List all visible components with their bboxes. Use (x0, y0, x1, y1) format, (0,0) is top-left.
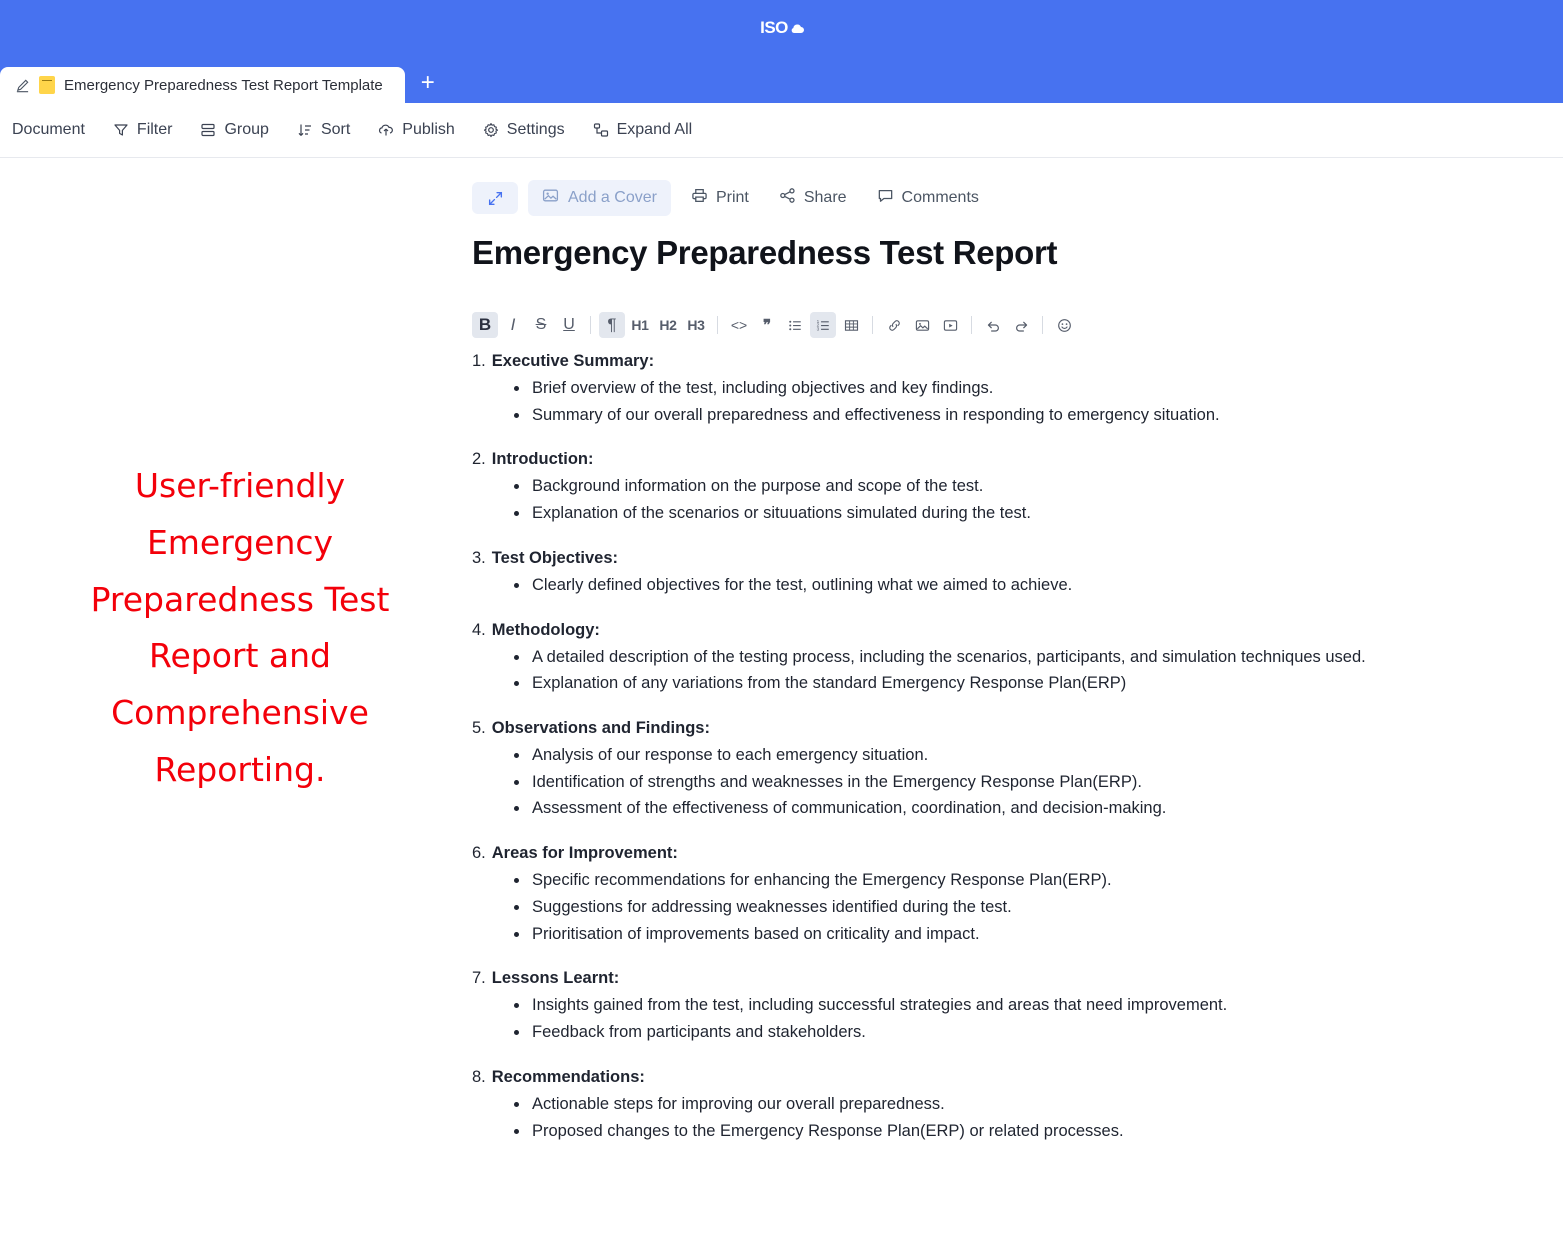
publish-icon (378, 122, 394, 138)
link-icon[interactable] (881, 312, 907, 338)
table-button[interactable] (838, 312, 864, 338)
document-canvas (472, 180, 1472, 1166)
section-title: Areas for Improvement: (491, 844, 678, 863)
document-icon (39, 76, 55, 94)
list-item: Assessment of the effectiveness of communication, coordination, and decision-making. (514, 795, 1472, 822)
section-bullets (472, 867, 1472, 947)
toolbar-label-sort: Sort (320, 121, 351, 138)
section-title: Methodology: (491, 620, 600, 639)
section-title: Lessons Learnt: (491, 969, 620, 988)
divider (1042, 316, 1043, 334)
main-toolbar (0, 103, 1563, 158)
list-item: Proposed changes to the Emergency Response Plan(ERP) or related processes. (514, 1118, 1472, 1145)
section-bullets (472, 644, 1472, 697)
brand-bar (0, 0, 1563, 55)
emoji-icon[interactable] (1051, 312, 1077, 338)
list-item: Explanation of the scenarios or situuations simulated during the test. (514, 500, 1472, 527)
share-button[interactable] (769, 180, 857, 216)
bold-button[interactable]: B (472, 312, 498, 338)
paragraph-button[interactable]: ¶ (599, 312, 625, 338)
section-number: 5. (472, 719, 486, 738)
section-bullets (472, 992, 1472, 1045)
doc-section (472, 969, 1472, 1045)
section-title: Test Objectives: (491, 548, 619, 567)
share-icon (779, 187, 796, 209)
section-heading (472, 450, 1472, 469)
svg-text:1: 1 (816, 318, 819, 324)
toolbar-label-settings: Settings (506, 121, 565, 138)
section-number: 1. (472, 352, 486, 370)
list-item: Explanation of any variations from the standard Emergency Response Plan(ERP) (514, 670, 1472, 697)
section-heading (472, 352, 1472, 371)
page-title: Emergency Preparedness Test Report (472, 234, 1058, 271)
section-number: 7. (472, 969, 486, 988)
tab-emergency-preparedness-test-report-template[interactable] (0, 67, 405, 103)
list-item: Suggestions for addressing weaknesses identified during the test. (514, 894, 1472, 921)
svg-text:3: 3 (816, 325, 819, 331)
strikethrough-button[interactable]: S (535, 316, 547, 333)
list-item: Identification of strengths and weaknesses in the Emergency Response Plan(ERP). (514, 769, 1472, 796)
sort-icon (297, 122, 313, 138)
doc-section (472, 1068, 1472, 1144)
numbered-list-button[interactable] (810, 312, 836, 338)
doc-section (472, 719, 1472, 822)
section-number: 4. (472, 620, 486, 639)
list-item: Clearly defined objectives for the test, outlining what we aimed to achieve. (514, 572, 1472, 599)
section-heading (472, 1068, 1472, 1087)
toolbar-item-filter[interactable] (101, 114, 185, 146)
section-heading (472, 621, 1472, 640)
heading-2-button[interactable]: H2 (659, 317, 677, 333)
doc-section (472, 549, 1472, 599)
filter-icon (113, 122, 129, 138)
printer-icon (691, 187, 708, 209)
list-item: Analysis of our response to each emergency situation. (514, 742, 1472, 769)
doc-section (472, 352, 1472, 428)
section-number: 6. (472, 844, 486, 863)
section-heading (472, 549, 1472, 568)
italic-button[interactable]: I (510, 315, 516, 334)
toolbar-item-publish[interactable] (366, 114, 466, 146)
section-heading (472, 719, 1472, 738)
document-area (0, 158, 1563, 1250)
toolbar-item-document[interactable] (0, 114, 97, 146)
print-button[interactable] (681, 180, 759, 216)
section-heading (472, 969, 1472, 988)
list-item: Insights gained from the test, including successful strategies and areas that need improvement. (514, 992, 1472, 1019)
add-tab-button[interactable]: + (420, 69, 435, 96)
expand-all-icon (593, 122, 609, 138)
doc-section (472, 844, 1472, 947)
tab-strip (0, 55, 1563, 103)
doc-section (472, 450, 1472, 526)
toolbar-item-expand-all[interactable] (581, 114, 705, 146)
add-cover-label: Add a Cover (568, 189, 657, 206)
group-icon (200, 122, 216, 138)
list-item: Background information on the purpose and scope of the test. (514, 473, 1472, 500)
quote-button[interactable]: ❞ (762, 317, 772, 334)
expand-arrows-icon[interactable] (472, 182, 518, 214)
video-icon[interactable] (937, 312, 963, 338)
redo-icon[interactable] (1008, 312, 1034, 338)
section-bullets (472, 742, 1472, 822)
share-label: Share (803, 189, 847, 206)
toolbar-label-group: Group (224, 121, 269, 138)
list-item: Prioritisation of improvements based on criticality and impact. (514, 921, 1472, 948)
heading-1-button[interactable]: H1 (631, 317, 649, 333)
tab-label: Emergency Preparedness Test Report Template (64, 76, 383, 94)
cloud-icon (790, 21, 803, 34)
divider (717, 316, 718, 334)
toolbar-item-sort[interactable] (285, 114, 362, 146)
divider (590, 316, 591, 334)
list-item: Brief overview of the test, including objectives and key findings. (514, 375, 1472, 402)
section-bullets (472, 473, 1472, 526)
underline-button[interactable]: U (563, 316, 575, 333)
toolbar-item-group[interactable] (188, 114, 280, 146)
section-number: 8. (472, 1067, 486, 1086)
section-number: 3. (472, 548, 486, 567)
gear-icon (483, 122, 499, 138)
undo-icon[interactable] (980, 312, 1006, 338)
svg-text:2: 2 (816, 322, 819, 328)
rich-text-toolbar (472, 312, 1472, 338)
bulleted-list-button[interactable] (782, 312, 808, 338)
list-item: Specific recommendations for enhancing the Emergency Response Plan(ERP). (514, 867, 1472, 894)
toolbar-label-document: Document (12, 121, 85, 138)
list-item: Feedback from participants and stakeholders. (514, 1019, 1472, 1046)
section-title: Recommendations: (491, 1067, 645, 1086)
document-action-bar (472, 180, 1472, 216)
list-item: A detailed description of the testing process, including the scenarios, participants, and simulation techniques used. (514, 644, 1472, 671)
logo-text: ISO (760, 17, 788, 37)
section-title: Introduction: (491, 450, 594, 469)
annotation-text: User-friendly Emergency Preparedness Test Report and Comprehensive Reporting. (90, 466, 390, 789)
section-bullets (472, 572, 1472, 599)
image-icon[interactable] (909, 312, 935, 338)
image-icon (542, 187, 559, 209)
toolbar-item-settings[interactable] (471, 114, 577, 146)
section-title: Executive Summary: (491, 352, 655, 370)
comment-icon (877, 187, 894, 209)
divider (872, 316, 873, 334)
section-heading (472, 844, 1472, 863)
print-label: Print (715, 189, 749, 206)
list-item: Actionable steps for improving our overall preparedness. (514, 1091, 1472, 1118)
comments-label: Comments (901, 189, 979, 206)
toolbar-label-expand-all: Expand All (616, 121, 693, 138)
app-logo[interactable] (760, 18, 803, 38)
comments-button[interactable] (867, 180, 989, 216)
divider (971, 316, 972, 334)
section-bullets (472, 1091, 1472, 1144)
section-bullets (472, 375, 1472, 428)
doc-section (472, 621, 1472, 697)
code-button[interactable]: <> (730, 317, 748, 333)
list-item: Summary of our overall preparedness and effectiveness in responding to emergency situation. (514, 402, 1472, 429)
edit-pencil-icon[interactable] (14, 77, 30, 93)
section-number: 2. (472, 450, 486, 469)
add-cover-button[interactable] (528, 180, 671, 216)
toolbar-label-publish: Publish (402, 121, 455, 138)
section-title: Observations and Findings: (491, 719, 710, 738)
toolbar-label-filter: Filter (136, 121, 173, 138)
heading-3-button[interactable]: H3 (687, 317, 705, 333)
